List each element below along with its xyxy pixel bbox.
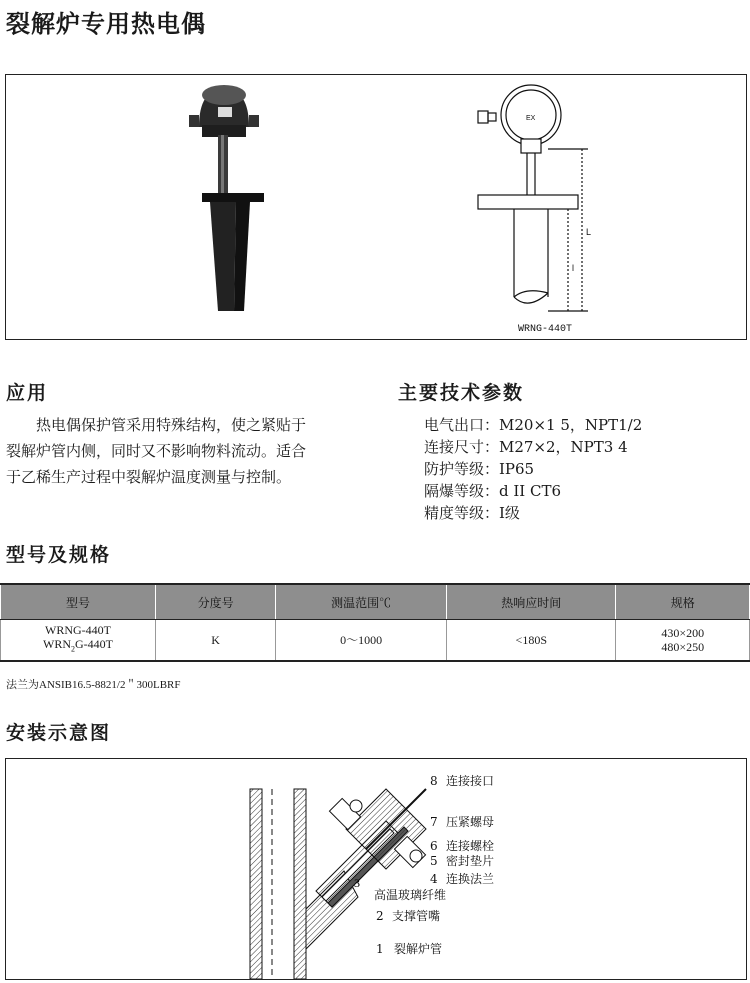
product-figure-panel — [5, 74, 747, 340]
parameter-item: 连接尺寸：M27×2，NPT3 4 — [424, 438, 628, 456]
label-support-nozzle: 支撑管嘴 — [392, 909, 441, 923]
parameters-heading: 主要技术参数 — [398, 382, 525, 404]
label-number: 3 — [354, 876, 360, 890]
column-header: 型号 — [1, 584, 156, 620]
graduation-cell: K — [156, 620, 276, 662]
page-title: 裂解炉专用热电偶 — [6, 10, 206, 38]
thermocouple-assembly — [306, 789, 426, 949]
spec-cell — [616, 620, 750, 662]
installation-panel — [5, 758, 747, 980]
application-line: 于乙稀生产过程中裂解炉温度测量与控制。 — [6, 468, 292, 486]
spec-value: 430×200 — [661, 626, 705, 640]
spec-value: 480×250 — [661, 640, 705, 654]
label-sealing-gasket: 密封垫片 — [446, 854, 495, 868]
column-header: 测温范围℃ — [276, 584, 447, 620]
flange-footnote: 法兰为ANSIB16.5-8821/2＂300LBRF — [6, 679, 181, 691]
dimension-l: l — [572, 263, 574, 273]
model-name: WRNG-440T — [45, 623, 112, 638]
application-line: 热电偶保护管采用特殊结构，使之紧贴于 — [36, 416, 307, 434]
model-spec-table — [0, 583, 750, 662]
product-photo — [189, 85, 264, 311]
application-heading: 应用 — [6, 382, 49, 404]
installation-diagram — [6, 759, 746, 979]
product-figure — [6, 75, 746, 339]
explosion-mark: EX — [526, 115, 536, 122]
label-number: 2 — [376, 909, 384, 923]
label-glass-fiber: 高温玻璃纤维 — [374, 888, 447, 902]
range-cell: 0～1000 — [276, 620, 447, 662]
model-cell — [1, 620, 156, 662]
column-header: 规格 — [616, 584, 750, 620]
response-cell: <180S — [447, 620, 616, 662]
parameter-item: 防护等级：IP65 — [424, 460, 535, 478]
label-connection-port: 连接接口 — [446, 774, 495, 788]
installation-heading: 安装示意图 — [6, 722, 112, 744]
label-flange: 连换法兰 — [446, 872, 495, 886]
furnace-tube — [250, 789, 306, 979]
application-line: 裂解炉管内侧，同时又不影响物料流动。适合 — [6, 442, 307, 460]
label-number: 4 — [430, 872, 438, 886]
parameter-item: 电气出口：M20×1 5，NPT1/2 — [424, 416, 643, 434]
model-name: $WRN_2G-440T$ — [43, 637, 114, 654]
models-heading: 型号及规格 — [6, 544, 112, 566]
label-number: 1 — [376, 942, 384, 956]
table-row — [1, 620, 750, 662]
label-number: 6 — [430, 839, 438, 853]
table-header-row — [1, 584, 750, 620]
figure-model-label: WRNG-440T — [518, 324, 573, 335]
label-number: 5 — [430, 854, 438, 868]
column-header: 分度号 — [156, 584, 276, 620]
application-text — [6, 412, 356, 490]
column-header: 热响应时间 — [447, 584, 616, 620]
parameter-item: 精度等级：I级 — [424, 504, 520, 522]
label-connecting-bolt: 连接螺栓 — [446, 839, 495, 853]
dimension-L: L — [586, 227, 592, 237]
label-number: 7 — [430, 815, 438, 829]
label-number: 8 — [430, 774, 438, 788]
parameters-list — [424, 414, 744, 524]
label-compression-nut: 压紧螺母 — [446, 815, 495, 829]
parameter-item: 隔爆等级：d II CT6 — [424, 482, 562, 500]
label-furnace-tube: 裂解炉管 — [394, 942, 443, 956]
